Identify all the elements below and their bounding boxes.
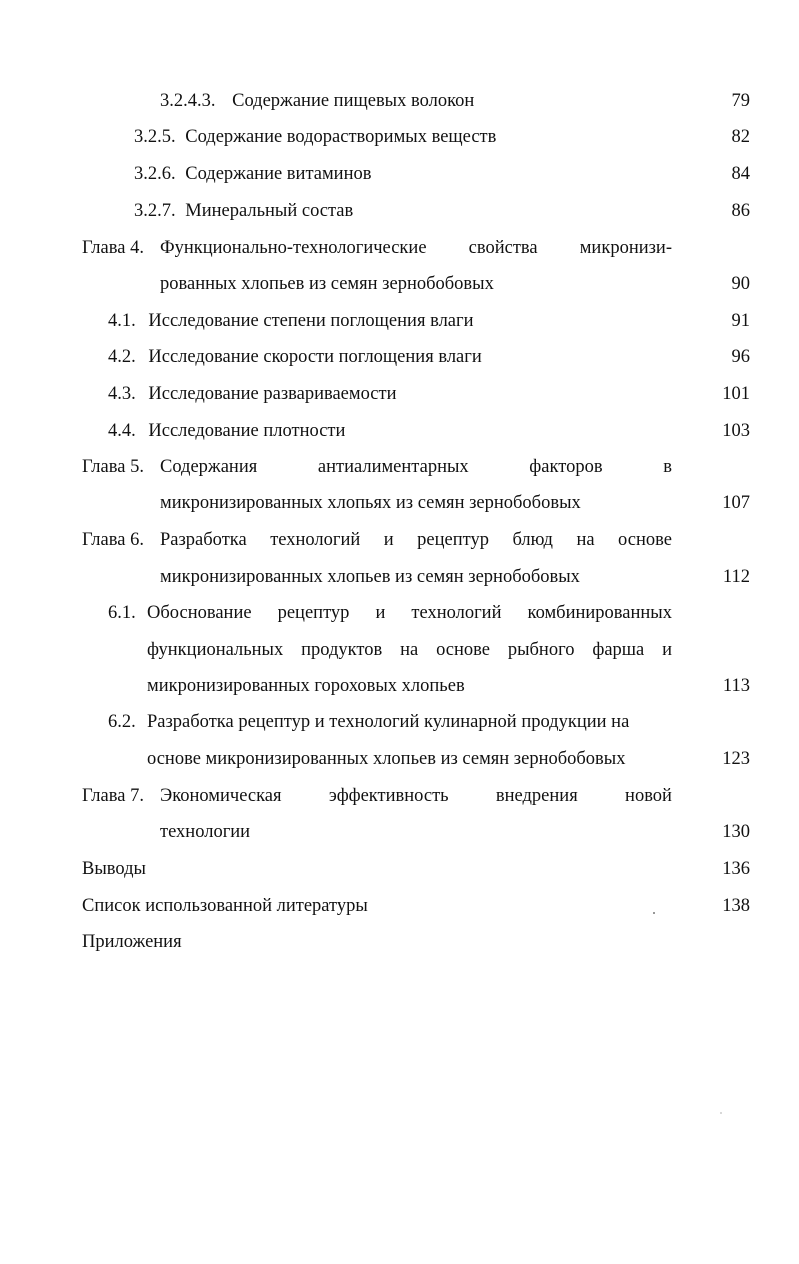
toc-entry-number: 4.3. [108, 384, 136, 404]
toc-entry-title: Исследование развариваемости [148, 384, 397, 404]
toc-word: функциональных [147, 640, 284, 660]
toc-word: факторов [529, 457, 603, 477]
toc-entry-title: Содержание витаминов [185, 164, 372, 184]
toc-entry-page: 103 [722, 421, 750, 441]
toc-entry-page: 79 [731, 91, 750, 111]
toc-entry-page: 82 [731, 127, 750, 147]
toc-entry-number: 4.1. [108, 311, 136, 331]
toc-entry-3-2-4-3 [160, 88, 474, 114]
toc-entry-page: 130 [722, 822, 750, 842]
toc-entry-4-3 [108, 381, 397, 407]
toc-entry-3-2-5 [134, 124, 496, 150]
toc-entry-6-2-line-2: основе микронизированных хлопьев из семян зернобобовых [147, 749, 626, 769]
toc-entry-title: Содержание водорастворимых веществ [185, 127, 497, 147]
toc-entry-6-1-line-3: микронизированных гороховых хлопьев [147, 676, 465, 696]
toc-entry-3-2-7 [134, 198, 353, 224]
toc-entry-page: 96 [731, 347, 750, 367]
toc-entry-page: 84 [731, 164, 750, 184]
toc-entry-title: Содержание пищевых волокон [232, 91, 475, 111]
toc-entry-6-2-number: 6.2. [108, 712, 136, 732]
toc-chapter-4-number: Глава 4. [82, 238, 144, 258]
scan-speck [720, 1112, 722, 1114]
toc-word: продуктов [301, 640, 383, 660]
toc-entry-number: 4.4. [108, 421, 136, 441]
toc-word: эффективность [328, 786, 449, 806]
toc-word: микронизи- [579, 238, 672, 258]
toc-entry-title: Исследование скорости поглощения влаги [148, 347, 482, 367]
toc-word: комбинированных [527, 603, 672, 623]
toc-entry-6-1-line-1 [147, 600, 672, 626]
toc-word: блюд [512, 530, 553, 550]
toc-chapter-5-line-2: микронизированных хлопьях из семян зернобобовых [160, 493, 581, 513]
toc-word: основе [436, 640, 490, 660]
toc-entry-page: 113 [722, 676, 750, 696]
toc-entry-6-2-line-1: Разработка рецептур и технологий кулинарной продукции на [147, 712, 630, 732]
toc-appendices: Приложения [82, 932, 182, 952]
toc-entry-number: 3.2.6. [134, 164, 176, 184]
toc-word: и [662, 640, 672, 660]
toc-entry-4-1 [108, 308, 474, 334]
toc-entry-page: 112 [722, 567, 750, 587]
toc-entry-title: Исследование степени поглощения влаги [148, 311, 474, 331]
toc-entry-page: 138 [722, 896, 750, 916]
toc-word: внедрения [495, 786, 578, 806]
toc-word: антиалиментарных [317, 457, 469, 477]
toc-word: в [663, 457, 672, 477]
toc-entry-number: 3.2.4.3. [160, 91, 216, 111]
toc-word: Экономическая [160, 786, 282, 806]
toc-word: рыбного [507, 640, 575, 660]
toc-entry-3-2-6 [134, 161, 371, 187]
toc-chapter-6-line-2: микронизированных хлопьев из семян зернобобовых [160, 567, 580, 587]
toc-word: фарша [592, 640, 645, 660]
toc-entry-page: 91 [731, 311, 750, 331]
toc-chapter-6-number: Глава 6. [82, 530, 144, 550]
toc-word: Функционально-технологические [160, 238, 427, 258]
toc-entry-page: 136 [722, 859, 750, 879]
toc-word: Разработка [160, 530, 247, 550]
toc-word: свойства [468, 238, 538, 258]
toc-entry-6-1-number: 6.1. [108, 603, 136, 623]
toc-chapter-6-line-1 [160, 527, 672, 553]
toc-word: Обоснование [147, 603, 252, 623]
toc-entry-page: 123 [722, 749, 750, 769]
toc-word: и [383, 530, 394, 550]
toc-chapter-7-number: Глава 7. [82, 786, 144, 806]
toc-chapter-7-line-2: технологии [160, 822, 251, 842]
toc-word: новой [625, 786, 672, 806]
toc-word: рецептур [417, 530, 489, 550]
toc-conclusions: Выводы [82, 859, 146, 879]
toc-chapter-4-line-2: рованных хлопьев из семян зернобобовых [160, 274, 494, 294]
toc-chapter-4-line-1 [160, 235, 672, 261]
scan-speck [653, 912, 655, 914]
toc-entry-page: 86 [731, 201, 750, 221]
toc-entry-page: 107 [722, 493, 750, 513]
toc-chapter-5-number: Глава 5. [82, 457, 144, 477]
toc-word: технологий [411, 603, 502, 623]
toc-word: Содержания [160, 457, 258, 477]
toc-entry-title: Минеральный состав [185, 201, 354, 221]
toc-entry-page: 101 [722, 384, 750, 404]
toc-word: на [400, 640, 419, 660]
toc-word: и [375, 603, 386, 623]
toc-word: технологий [270, 530, 361, 550]
toc-entry-6-1-line-2 [147, 637, 672, 663]
toc-entry-title: Исследование плотности [148, 421, 346, 441]
toc-entry-page: 90 [731, 274, 750, 294]
toc-chapter-5-line-1 [160, 454, 672, 480]
toc-references: Список использованной литературы [82, 896, 368, 916]
toc-word: на [576, 530, 595, 550]
toc-entry-number: 4.2. [108, 347, 136, 367]
toc-entry-number: 3.2.7. [134, 201, 176, 221]
toc-word: основе [618, 530, 672, 550]
toc-word: рецептур [277, 603, 350, 623]
toc-entry-4-2 [108, 344, 482, 370]
toc-chapter-7-line-1 [160, 783, 672, 809]
toc-entry-4-4 [108, 418, 345, 444]
toc-entry-number: 3.2.5. [134, 127, 176, 147]
